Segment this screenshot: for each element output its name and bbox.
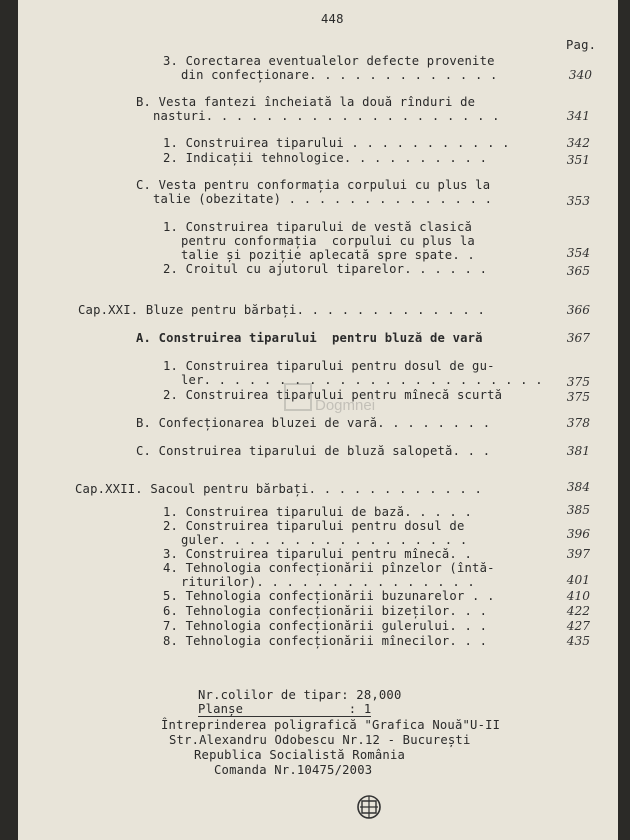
toc-entry-line: 1. Construirea tiparului . . . . . . . . . . . — [163, 136, 510, 150]
toc-entry-line: 3. Construirea tiparului pentru mînecă. . — [163, 547, 473, 561]
chapter-heading: Cap.XXI. Bluze pentru bărbați. . . . . . . . . . . . . — [78, 303, 486, 317]
colophon-order: Comanda Nr.10475/2003 — [214, 763, 373, 777]
toc-page-number: 397 — [566, 547, 590, 561]
toc-page-number: 385 — [566, 503, 590, 517]
toc-entry-line: talie (obezitate) . . . . . . . . . . . . . . — [153, 192, 493, 206]
toc-page-number: 365 — [566, 264, 590, 278]
toc-page-number: 410 — [566, 589, 590, 603]
toc-entry-line: ler. . . . . . . . . . . . . . . . . . . . . . . — [181, 373, 543, 387]
toc-entry-line: 6. Tehnologia confecționării bizeților. . . — [163, 604, 488, 618]
toc-entry-line: B. Vesta fantezi încheiată la două rînduri de — [136, 95, 476, 109]
toc-entry-line: 8. Tehnologia confecționării mînecilor. . . — [163, 634, 488, 648]
toc-page-number: 366 — [566, 303, 590, 317]
toc-entry-line: B. Confecționarea bluzei de vară. . . . . . . . — [136, 416, 491, 430]
toc-page-number: 422 — [566, 604, 590, 618]
toc-page-number: 342 — [566, 136, 590, 150]
toc-page-number: 381 — [566, 444, 590, 458]
toc-entry-line: 1. Construirea tiparului pentru dosul de gu- — [163, 359, 495, 373]
toc-entry-line: C. Vesta pentru conformația corpului cu plus la — [136, 178, 491, 192]
toc-page-number: 354 — [566, 246, 590, 260]
toc-page-number: 353 — [566, 194, 590, 208]
toc-entry-line: 2. Croitul cu ajutorul tiparelor. . . . . . — [163, 262, 488, 276]
colophon-sheets: Nr.colilor de tipar: 28,000 — [198, 688, 402, 702]
toc-entry-line: 1. Construirea tiparului de vestă clasică — [163, 220, 473, 234]
watermark — [283, 380, 393, 430]
colophon-printer: Întreprinderea poligrafică "Grafica Nouă"U-II — [161, 718, 501, 732]
toc-entry-line: din confecționare. . . . . . . . . . . . . — [181, 68, 498, 82]
toc-page-number: 375 — [566, 375, 590, 389]
colophon-country: Republica Socialistă România — [194, 748, 406, 762]
toc-section-heading: A. Construirea tiparului pentru bluză de vară — [136, 331, 483, 345]
printer-logo-icon — [354, 792, 384, 822]
toc-page-number: 375 — [566, 390, 590, 404]
toc-entry-line: pentru conformația corpului cu plus la — [181, 234, 475, 248]
toc-page-number: 427 — [566, 619, 590, 633]
toc-entry-line: nasturi. . . . . . . . . . . . . . . . . . . . — [153, 109, 500, 123]
toc-entry-line: C. Construirea tiparului de bluză salopetă. . . — [136, 444, 491, 458]
toc-page-number: 384 — [566, 480, 590, 494]
toc-page-number: 378 — [566, 416, 590, 430]
toc-entry-line: 5. Tehnologia confecționării buzunarelor . . — [163, 589, 495, 603]
book-page — [18, 0, 618, 840]
toc-page-number: 367 — [566, 331, 590, 345]
colophon-address: Str.Alexandru Odobescu Nr.12 - București — [169, 733, 471, 747]
toc-entry-line: 7. Tehnologia confecționării gulerului. . . — [163, 619, 488, 633]
toc-entry-line: riturilor). . . . . . . . . . . . . . . — [181, 575, 475, 589]
toc-entry-line: 2. Construirea tiparului pentru dosul de — [163, 519, 465, 533]
colophon-plates: Planșe : 1 — [198, 702, 372, 716]
page-number: 448 — [321, 12, 344, 26]
chapter-heading: Cap.XXII. Sacoul pentru bărbați. . . . . . . . . . . . — [75, 482, 483, 496]
toc-page-number: 396 — [566, 527, 590, 541]
watermark-logo-icon — [283, 380, 393, 430]
toc-entry-line: guler. . . . . . . . . . . . . . . . . — [181, 533, 468, 547]
toc-page-number: 340 — [568, 68, 592, 82]
toc-entry-line: talie și poziție aplecată spre spate. . — [181, 248, 475, 262]
toc-entry-line: 2. Indicații tehnologice. . . . . . . . . . — [163, 151, 488, 165]
toc-page-number: 341 — [566, 109, 590, 123]
toc-entry-line: 3. Corectarea eventualelor defecte provenite — [163, 54, 495, 68]
toc-entry-line: 4. Tehnologia confecționării pînzelor (întă- — [163, 561, 495, 575]
pag-header: Pag. — [566, 38, 597, 52]
toc-entry-line: 1. Construirea tiparului de bază. . . . . — [163, 505, 473, 519]
toc-page-number: 435 — [566, 634, 590, 648]
toc-entry-line: 2. Construirea tiparului pentru mînecă scurtă — [163, 388, 503, 402]
toc-page-number: 351 — [566, 153, 590, 167]
toc-page-number: 401 — [566, 573, 590, 587]
svg-text:Dogmnei: Dogmnei — [315, 397, 376, 414]
